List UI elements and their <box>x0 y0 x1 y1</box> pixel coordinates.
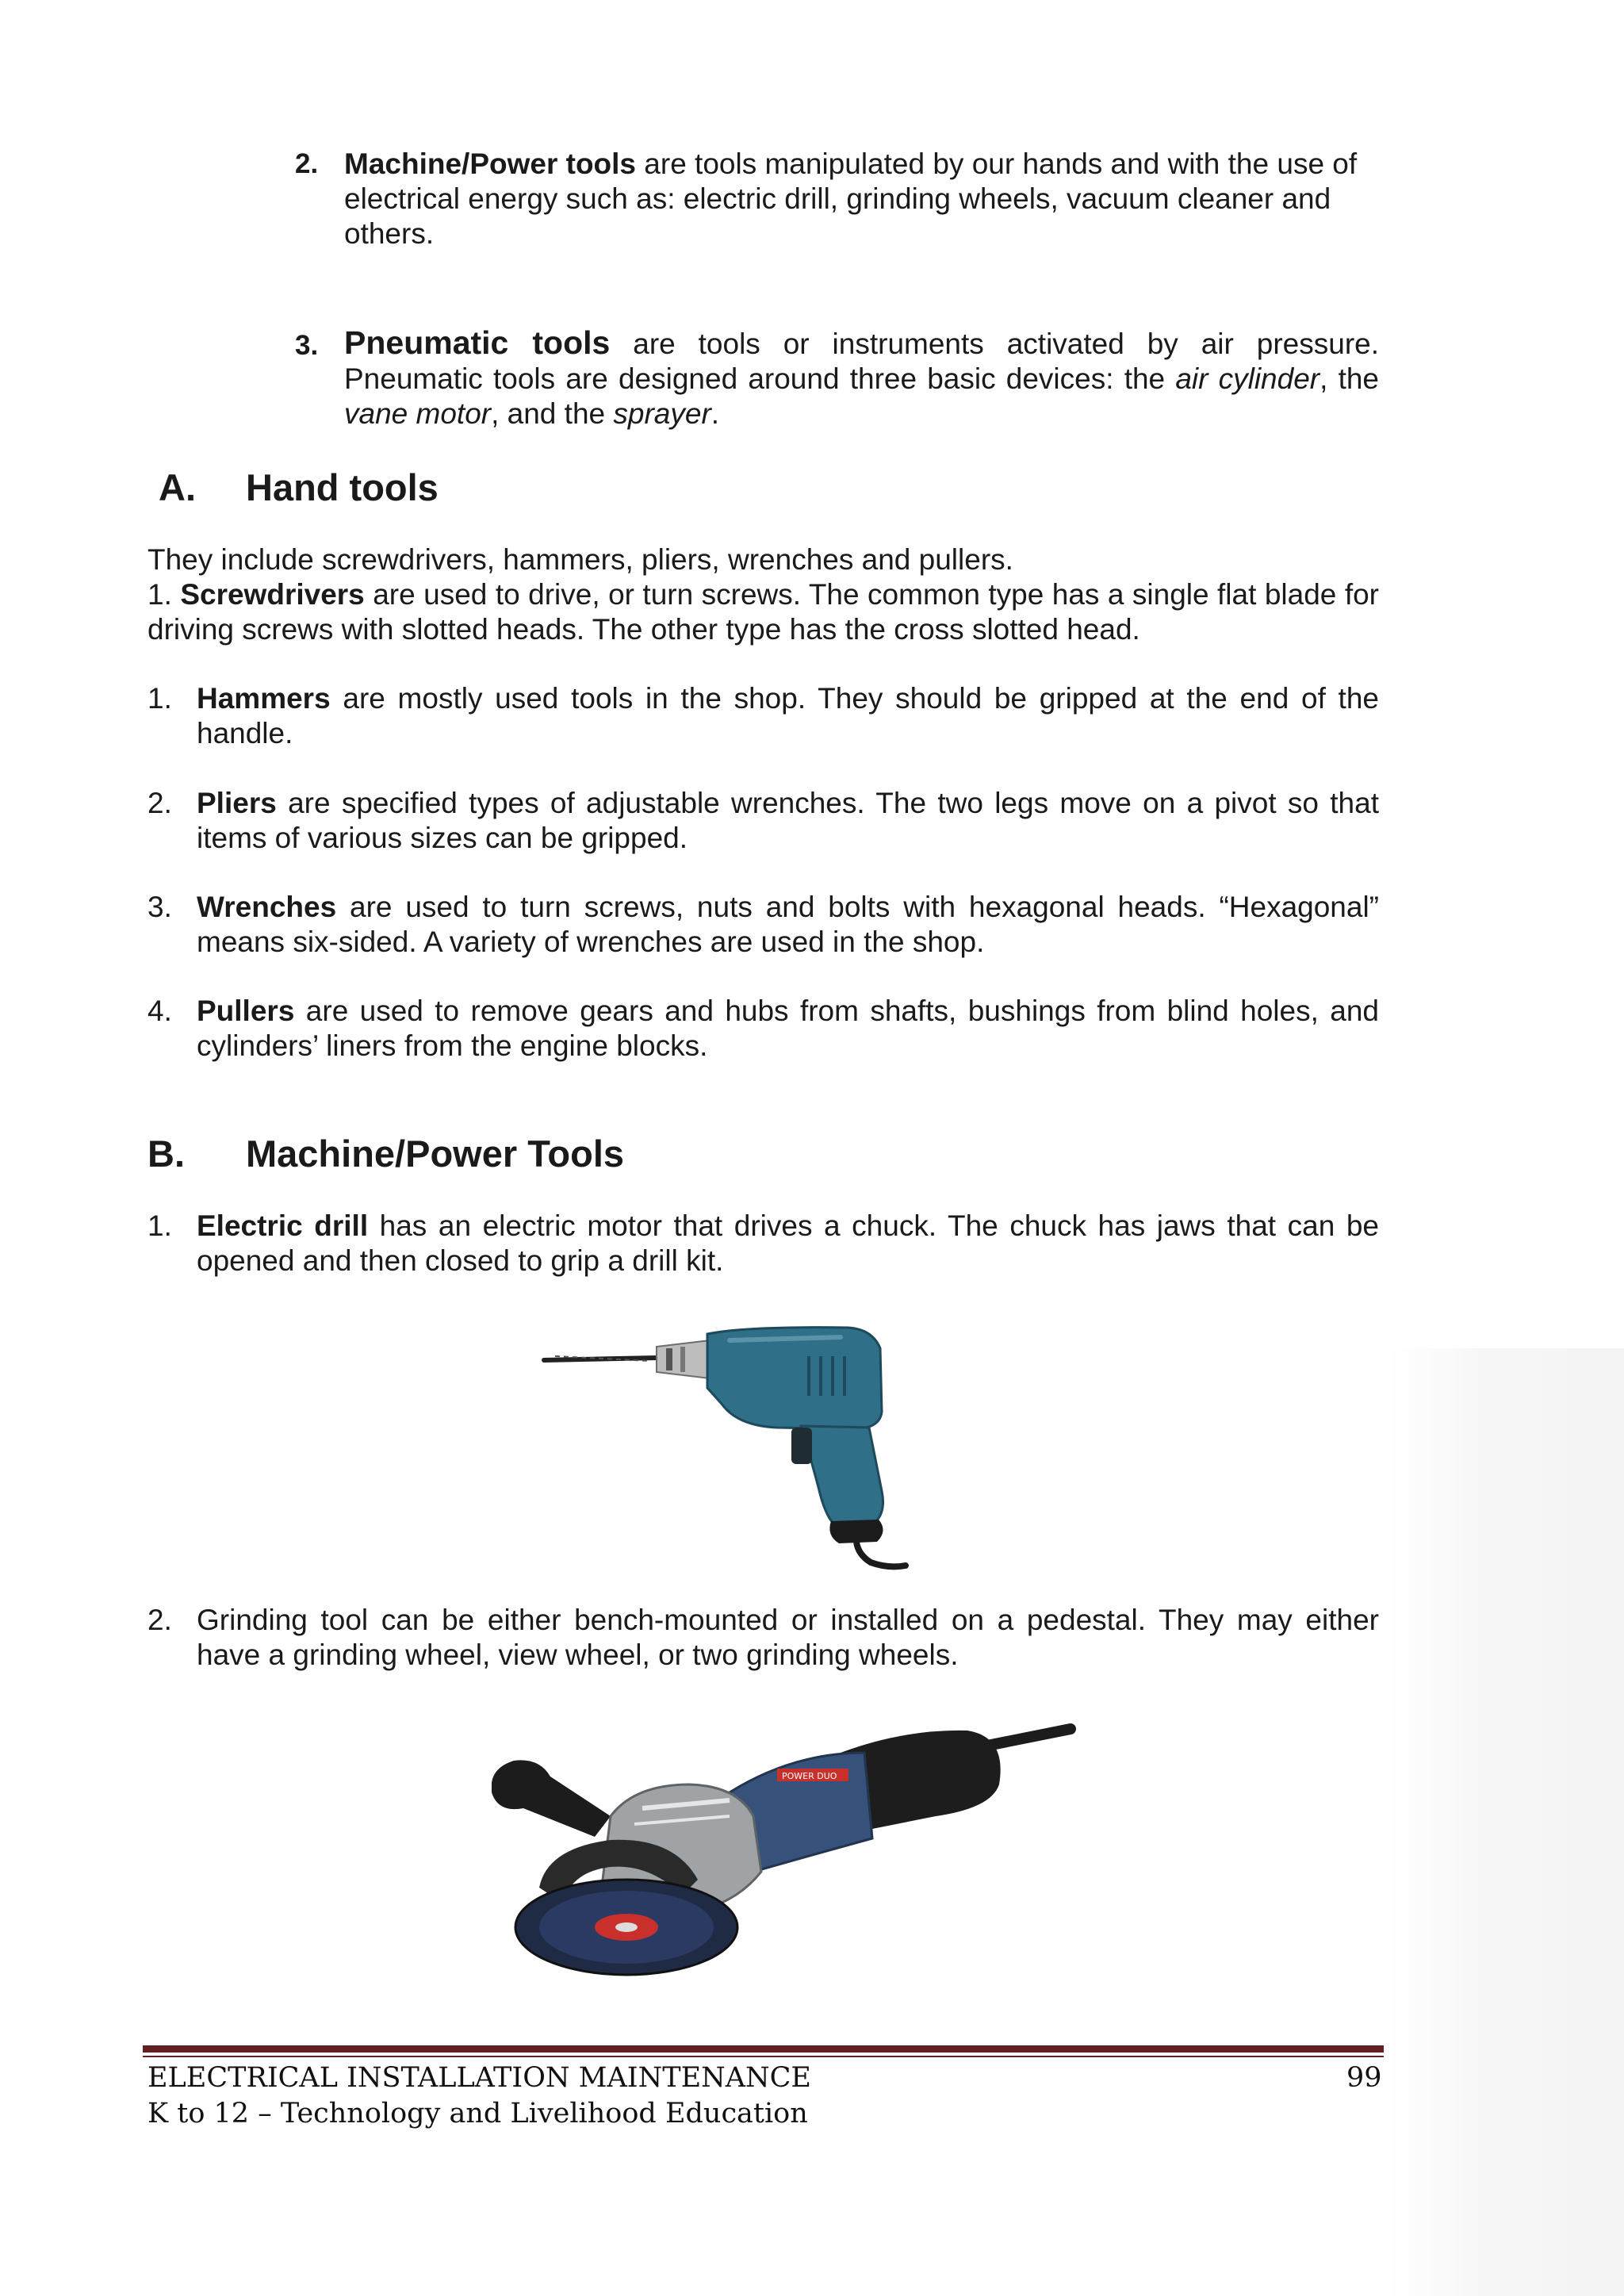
term: Pneumatic tools <box>344 324 611 361</box>
electric-drill-image <box>539 1317 1055 1570</box>
list-number: 2. <box>147 787 172 819</box>
footer-rule <box>143 2045 1384 2053</box>
list-number: 3. <box>147 891 172 923</box>
grinding-tool-item: Grinding tool can be either bench-mounted or installed on a pedestal. They may either have a grinding wheel, view wheel, or two grinding wheels. <box>197 1604 1379 1671</box>
pliers-item: Pliers are specified types of adjustable wrenches. The two legs move on a pivot so that items of various sizes can be gripped. <box>197 787 1379 854</box>
wrenches-item: Wrenches are used to turn screws, nuts and bolts with hexagonal heads. “Hexagonal” means six-sided. A variety of wrenches are used in the shop. <box>197 891 1379 958</box>
section-b-title: Machine/Power Tools <box>246 1133 625 1175</box>
grinder-brand-label: POWER DUO <box>782 1771 837 1781</box>
hammers-item: Hammers are mostly used tools in the shop. They should be gripped at the end of the handle. <box>197 682 1379 749</box>
pullers-item: Pullers are used to remove gears and hubs from shafts, bushings from blind holes, and cylinders’ liners from the engine blocks. <box>197 995 1379 1062</box>
page-number: 99 <box>1346 2062 1382 2094</box>
footer-course-title: ELECTRICAL INSTALLATION MAINTENANCE <box>147 2062 811 2094</box>
pneumatic-tools-paragraph: Pneumatic tools are tools or instruments activated by air pressure. Pneumatic tools are designed around three basic devices: the air cylinder, the vane motor, and the sprayer. <box>344 324 1380 430</box>
page-edge-shading <box>1388 1348 1624 2296</box>
footer-rule-thin <box>143 2056 1384 2057</box>
list-number: 1. <box>147 1209 172 1242</box>
machine-power-tools-paragraph: Machine/Power tools are tools manipulated by our hands and with the use of electrical energy such as: electric drill, grinding wheels, vacuum cleaner and others. <box>344 148 1358 250</box>
section-a-title: Hand tools <box>246 466 439 508</box>
electric-drill-item: Electric drill has an electric motor that drives a chuck. The chuck has jaws that can be opened and then closed to grip a drill kit. <box>197 1209 1379 1277</box>
section-b-letter: B. <box>147 1133 185 1175</box>
list-number: 1. <box>147 682 172 715</box>
angle-grinder-image <box>492 1697 1094 2014</box>
term: Machine/Power tools <box>344 148 637 180</box>
screwdrivers-paragraph: 1. Screwdrivers are used to drive, or turn screws. The common type has a single flat blade for driving screws with slotted heads. The other type has the cross slotted head. <box>147 578 1380 646</box>
list-number: 4. <box>147 995 172 1027</box>
list-number: 2. <box>295 148 319 179</box>
list-number: 3. <box>295 330 319 361</box>
section-a-intro: They include screwdrivers, hammers, pliers, wrenches and pullers. <box>147 543 1013 576</box>
list-number: 2. <box>147 1604 172 1636</box>
footer-subtitle: K to 12 – Technology and Livelihood Education <box>147 2098 808 2129</box>
section-a-letter: A. <box>159 466 196 508</box>
